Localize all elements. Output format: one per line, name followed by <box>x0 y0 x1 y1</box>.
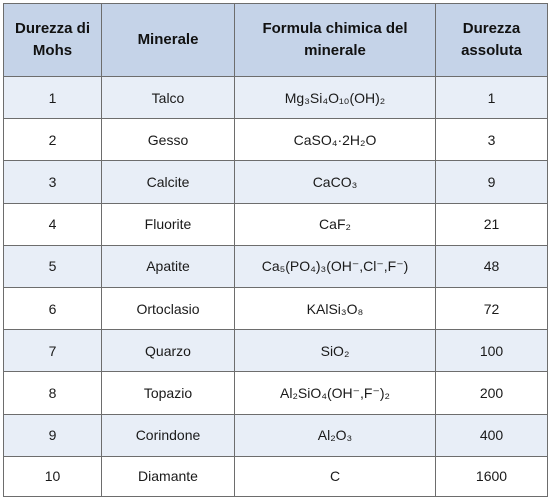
cell-absolute-hardness: 3 <box>436 119 548 161</box>
header-mohs-hardness <box>4 4 102 77</box>
table-row <box>4 119 548 161</box>
cell-mohs: 10 <box>4 456 102 496</box>
cell-mineral: Topazio <box>102 372 235 414</box>
header-chemical-formula <box>235 4 436 77</box>
table-row <box>4 203 548 245</box>
cell-mineral: Calcite <box>102 161 235 203</box>
cell-absolute-hardness: 400 <box>436 414 548 456</box>
cell-mohs: 2 <box>4 119 102 161</box>
cell-formula: C <box>235 456 436 496</box>
cell-absolute-hardness: 200 <box>436 372 548 414</box>
cell-mineral: Quarzo <box>102 330 235 372</box>
mohs-hardness-table <box>3 3 548 497</box>
header-row <box>4 4 548 77</box>
cell-mineral: Diamante <box>102 456 235 496</box>
table-row <box>4 330 548 372</box>
cell-mohs: 5 <box>4 245 102 287</box>
cell-formula: Ca₅(PO₄)₃(OH⁻,Cl⁻,F⁻) <box>235 245 436 287</box>
table-row <box>4 456 548 496</box>
cell-mohs: 9 <box>4 414 102 456</box>
table-row <box>4 288 548 330</box>
cell-formula: CaSO₄·2H₂O <box>235 119 436 161</box>
cell-mohs: 1 <box>4 77 102 119</box>
cell-mohs: 8 <box>4 372 102 414</box>
cell-absolute-hardness: 1 <box>436 77 548 119</box>
cell-formula: Al₂SiO₄(OH⁻,F⁻)₂ <box>235 372 436 414</box>
header-chemical-formula-line-2: minerale <box>304 42 366 59</box>
table-row <box>4 161 548 203</box>
table-row <box>4 372 548 414</box>
header-absolute-hardness-line-1: Durezza <box>462 20 521 37</box>
cell-absolute-hardness: 72 <box>436 288 548 330</box>
header-mineral <box>102 4 235 77</box>
header-mineral-line-1: Minerale <box>137 31 199 48</box>
cell-mohs: 7 <box>4 330 102 372</box>
cell-mineral: Fluorite <box>102 203 235 245</box>
cell-absolute-hardness: 1600 <box>436 456 548 496</box>
table-header <box>4 4 548 77</box>
header-absolute-hardness-line-2: assoluta <box>461 42 522 59</box>
cell-absolute-hardness: 100 <box>436 330 548 372</box>
cell-absolute-hardness: 9 <box>436 161 548 203</box>
cell-absolute-hardness: 48 <box>436 245 548 287</box>
cell-formula: KAlSi₃O₈ <box>235 288 436 330</box>
header-mohs-hardness-line-1: Durezza di <box>14 20 90 37</box>
cell-mohs: 4 <box>4 203 102 245</box>
cell-formula: SiO₂ <box>235 330 436 372</box>
cell-formula: CaF₂ <box>235 203 436 245</box>
cell-formula: Al₂O₃ <box>235 414 436 456</box>
cell-formula: CaCO₃ <box>235 161 436 203</box>
cell-formula: Mg₃Si₄O₁₀(OH)₂ <box>235 77 436 119</box>
table-row <box>4 245 548 287</box>
cell-mineral: Apatite <box>102 245 235 287</box>
header-mohs-hardness-line-2: Mohs <box>32 42 73 59</box>
cell-mineral: Corindone <box>102 414 235 456</box>
cell-mohs: 3 <box>4 161 102 203</box>
cell-absolute-hardness: 21 <box>436 203 548 245</box>
cell-mineral: Gesso <box>102 119 235 161</box>
table-row <box>4 77 548 119</box>
table-body <box>4 77 548 497</box>
table-row <box>4 414 548 456</box>
cell-mineral: Talco <box>102 77 235 119</box>
header-chemical-formula-line-1: Formula chimica del <box>262 20 408 37</box>
header-absolute-hardness <box>436 4 548 77</box>
cell-mineral: Ortoclasio <box>102 288 235 330</box>
cell-mohs: 6 <box>4 288 102 330</box>
